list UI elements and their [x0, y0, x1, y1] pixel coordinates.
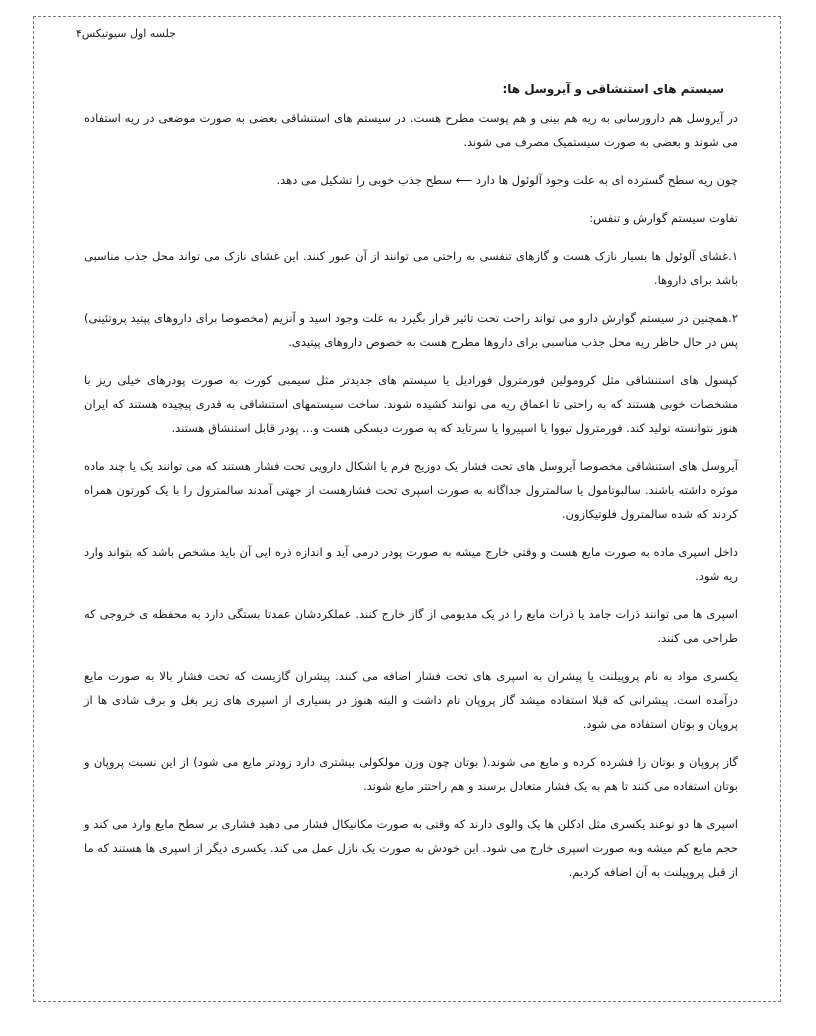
section-title: سیستم های استنشاقی و آیروسل ها:: [502, 82, 724, 96]
page-header: جلسه اول سیوتیکس۴: [75, 27, 176, 40]
paragraph: چون ریه سطح گسترده ای به علت وجود آلوئول ها دارد ⟵ سطح جذب خوبی را تشکیل می دهد.: [276, 173, 738, 187]
paragraph: یکسری مواد به نام پروپیلنت یا پیشران به اسپری های تحت فشار اضافه می کنند. پیشران گازیست که تحت فشار بالا به صورت مایع درآمده است. پیشرانی که قبلا استفاده میشد گاز پروپان نام داشت و البته هنوز در بسیاری از اسپری های زیر بغل و برف شادی ها از پروپان و بوتان استفاده می شود.: [84, 669, 738, 731]
paragraph: در آیروسل هم دارورسانی به ریه هم بینی و هم پوست مطرح هست. در سیستم های استنشاقی بعضی به صورت موضعی در ریه استفاده می شوند و بعضی به صورت سیستمیک مصرف می شوند.: [84, 111, 738, 149]
paragraph: اسپری ها می توانند ذرات جامد یا ذرات مایع را در یک مدیومی از گاز خارج کنند. عملکردشان عمدتا بستگی دارد به محفظه ی خروجی که طراحی می کنند.: [84, 607, 738, 645]
paragraph: ۱.غشای آلوئول ها بسیار نازک هست و گازهای تنفسی به راحتی می توانند از آن عبور کنند. این غشای نازک می تواند محل جذب مناسبی باشد برای داروها.: [84, 249, 738, 287]
paragraph: گاز پروپان و بوتان را فشرده کرده و مایع می شوند.( بوتان چون وزن مولکولی بیشتری دارد زودتر مایع می شود) از این نسبت پروپان و بوتان استفاده می کنند تا هم به یک فشار متعادل برسند و هم راحتتر مایع شوند.: [84, 755, 738, 793]
paragraph: آیروسل های استنشاقی مخصوصا آیروسل های تحت فشار یک دوزیج فرم یا اشکال دارویی تحت فشار هستند که می توانند یک یا چند ماده موثره داشته باشند. سالبوتامول یا سالمترول جداگانه به صورت اسپری تحت فشارهست از جهتی آمدند سالمترول را با یک کورتون همراه کردند که شده سالمترول فلوتیکازون.: [84, 459, 738, 521]
paragraph: ۲.همچنین در سیستم گوارش دارو می تواند راحت تحت تاثیر قرار بگیرد به علت وجود اسید و آنزیم (مخصوصا برای داروهای پپتید پروتئینی) پس در حال حاظر ریه محل جذب مناسبی برای داروها مطرح هست به خصوص داروهای پپتیدی.: [84, 311, 738, 349]
document-body: [84, 78, 738, 898]
paragraph: داخل اسپری ماده به صورت مایع هست و وقتی خارج میشه به صورت پودر درمی آید و اندازه ذره ایی آن باید مشخص باشد که بتواند وارد ریه شود.: [84, 545, 738, 583]
paragraph: تفاوت سیستم گوارش و تنفس:: [589, 211, 738, 225]
paragraph: کپسول های استنشاقی مثل کرومولین فورمترول فورادیل یا سیستم های جدیدتر مثل سیمبی کورت به صورت پودرهای خیلی ریز با مشخصات خوبی هستند که به راحتی تا اعماق ریه می توانند کشیده شوند. ساخت سیستمهای استنشاقی به قدری پیچیده هستند که ایران هنوز نتوانسته تولید کند. فورمترول تیووا یا اسپیروا یا سرتاید که به صورت دیسکی هست و... پودر قابل استنشاق هستند.: [84, 373, 738, 435]
paragraph: اسپری ها دو نوعند یکسری مثل ادکلن ها یک والوی دارند که وقتی به صورت مکانیکال فشار می دهید فشاری بر سطح مایع وارد می کند و حجم مایع کم میشه وبه صورت اسپری خارج می شود. این خودش به صورت یک نازل عمل می کند. یکسری دیگر از اسپری ها هستند که ما از قبل پروپیلنت به آن اضافه کردیم.: [83, 817, 738, 879]
